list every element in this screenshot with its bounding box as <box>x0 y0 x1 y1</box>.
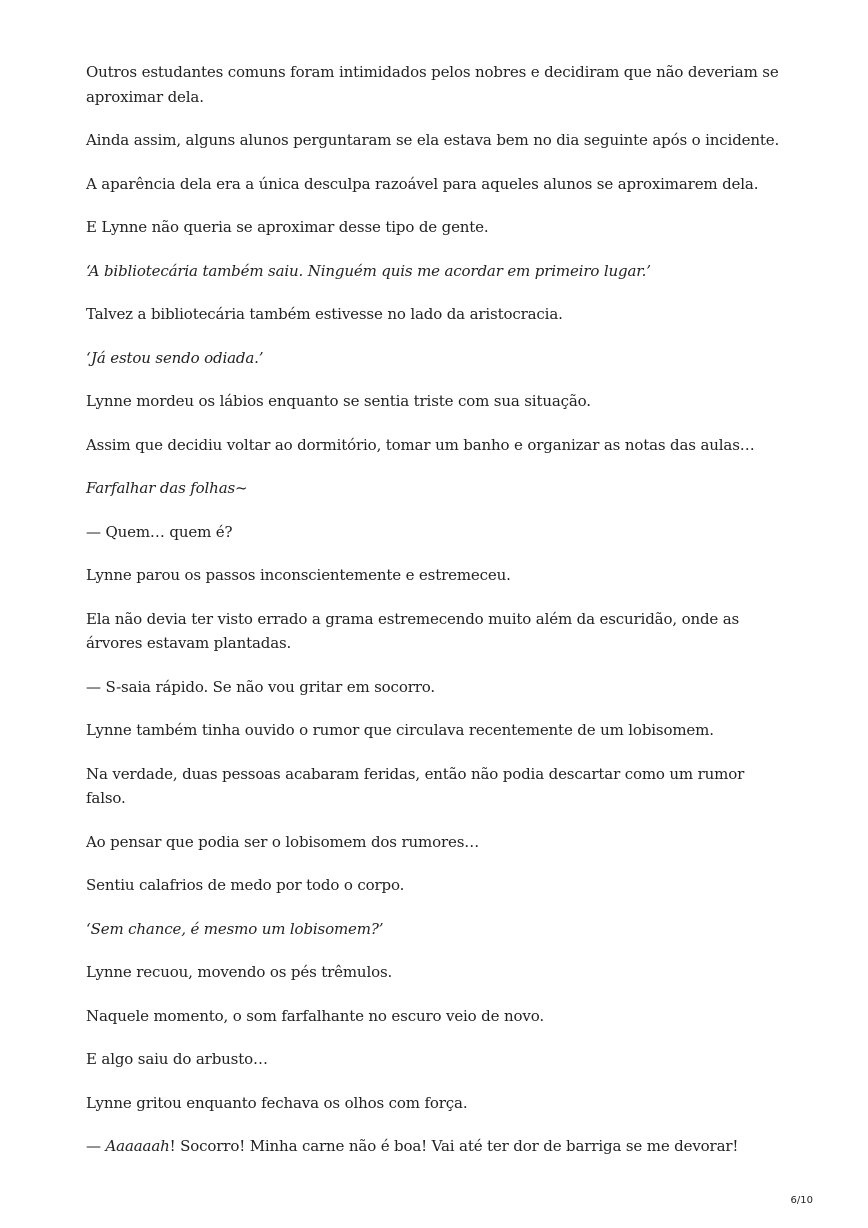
paragraph-19-thought: ‘Sem chance, é mesmo um lobisomem?’ <box>86 919 384 938</box>
dialogue-dash: — <box>86 1137 106 1155</box>
paragraph-15: Lynne também tinha ouvido o rumor que circulava recentemente de um lobisomem. <box>86 721 714 739</box>
paragraph-16: Na verdade, duas pessoas acabaram feridas, então não podia descartar como um rumor falso. <box>86 764 745 807</box>
paragraph-1: Outros estudantes comuns foram intimidados pelos nobres e decidiram que não deveriam se aproximar dela. <box>86 63 779 106</box>
paragraph-18: Sentiu calafrios de medo por todo o corpo. <box>86 876 405 894</box>
paragraph-14-dialogue: — S-saia rápido. Se não vou gritar em socorro. <box>86 677 435 696</box>
paragraph-24-dialogue <box>86 1134 786 1159</box>
paragraph-12: Lynne parou os passos inconscientemente e estremeceu. <box>86 566 511 584</box>
paragraph-21: Naquele momento, o som farfalhante no escuro veio de novo. <box>86 1006 544 1025</box>
paragraph-13: Ela não devia ter visto errado a grama estremecendo muito além da escuridão, onde as árvores estavam plantadas. <box>86 609 740 652</box>
paragraph-9: Assim que decidiu voltar ao dormitório, tomar um banho e organizar as notas das aulas… <box>86 435 755 454</box>
scream-emphasis: Aaaaaah <box>105 1137 170 1155</box>
paragraph-23: Lynne gritou enquanto fechava os olhos com força. <box>86 1093 468 1112</box>
page-number: 6/10 <box>790 1195 813 1206</box>
paragraph-4: E Lynne não queria se aproximar desse tipo de gente. <box>86 218 489 236</box>
paragraph-11-dialogue: — Quem… quem é? <box>86 522 233 541</box>
paragraph-17: Ao pensar que podia ser o lobisomem dos rumores… <box>86 832 480 851</box>
dialogue-rest: ! Socorro! Minha carne não é boa! Vai até ter dor de barriga se me devorar! <box>169 1137 739 1155</box>
paragraph-5-thought: ‘A bibliotecária também saiu. Ninguém quis me acordar em primeiro lugar.’ <box>86 261 651 280</box>
paragraph-7-thought: ‘Já estou sendo odiada.’ <box>86 348 264 367</box>
paragraph-2: Ainda assim, alguns alunos perguntaram se ela estava bem no dia seguinte após o incidente. <box>86 131 780 149</box>
paragraph-22: E algo saiu do arbusto… <box>86 1050 268 1068</box>
paragraph-10-sound: Farfalhar das folhas~ <box>86 479 248 497</box>
paragraph-3: A aparência dela era a única desculpa razoável para aqueles alunos se aproximarem dela. <box>86 174 759 193</box>
document-body <box>86 60 786 1178</box>
paragraph-6: Talvez a bibliotecária também estivesse no lado da aristocracia. <box>86 305 563 323</box>
paragraph-20: Lynne recuou, movendo os pés trêmulos. <box>86 963 393 981</box>
paragraph-8: Lynne mordeu os lábios enquanto se sentia triste com sua situação. <box>86 392 591 410</box>
